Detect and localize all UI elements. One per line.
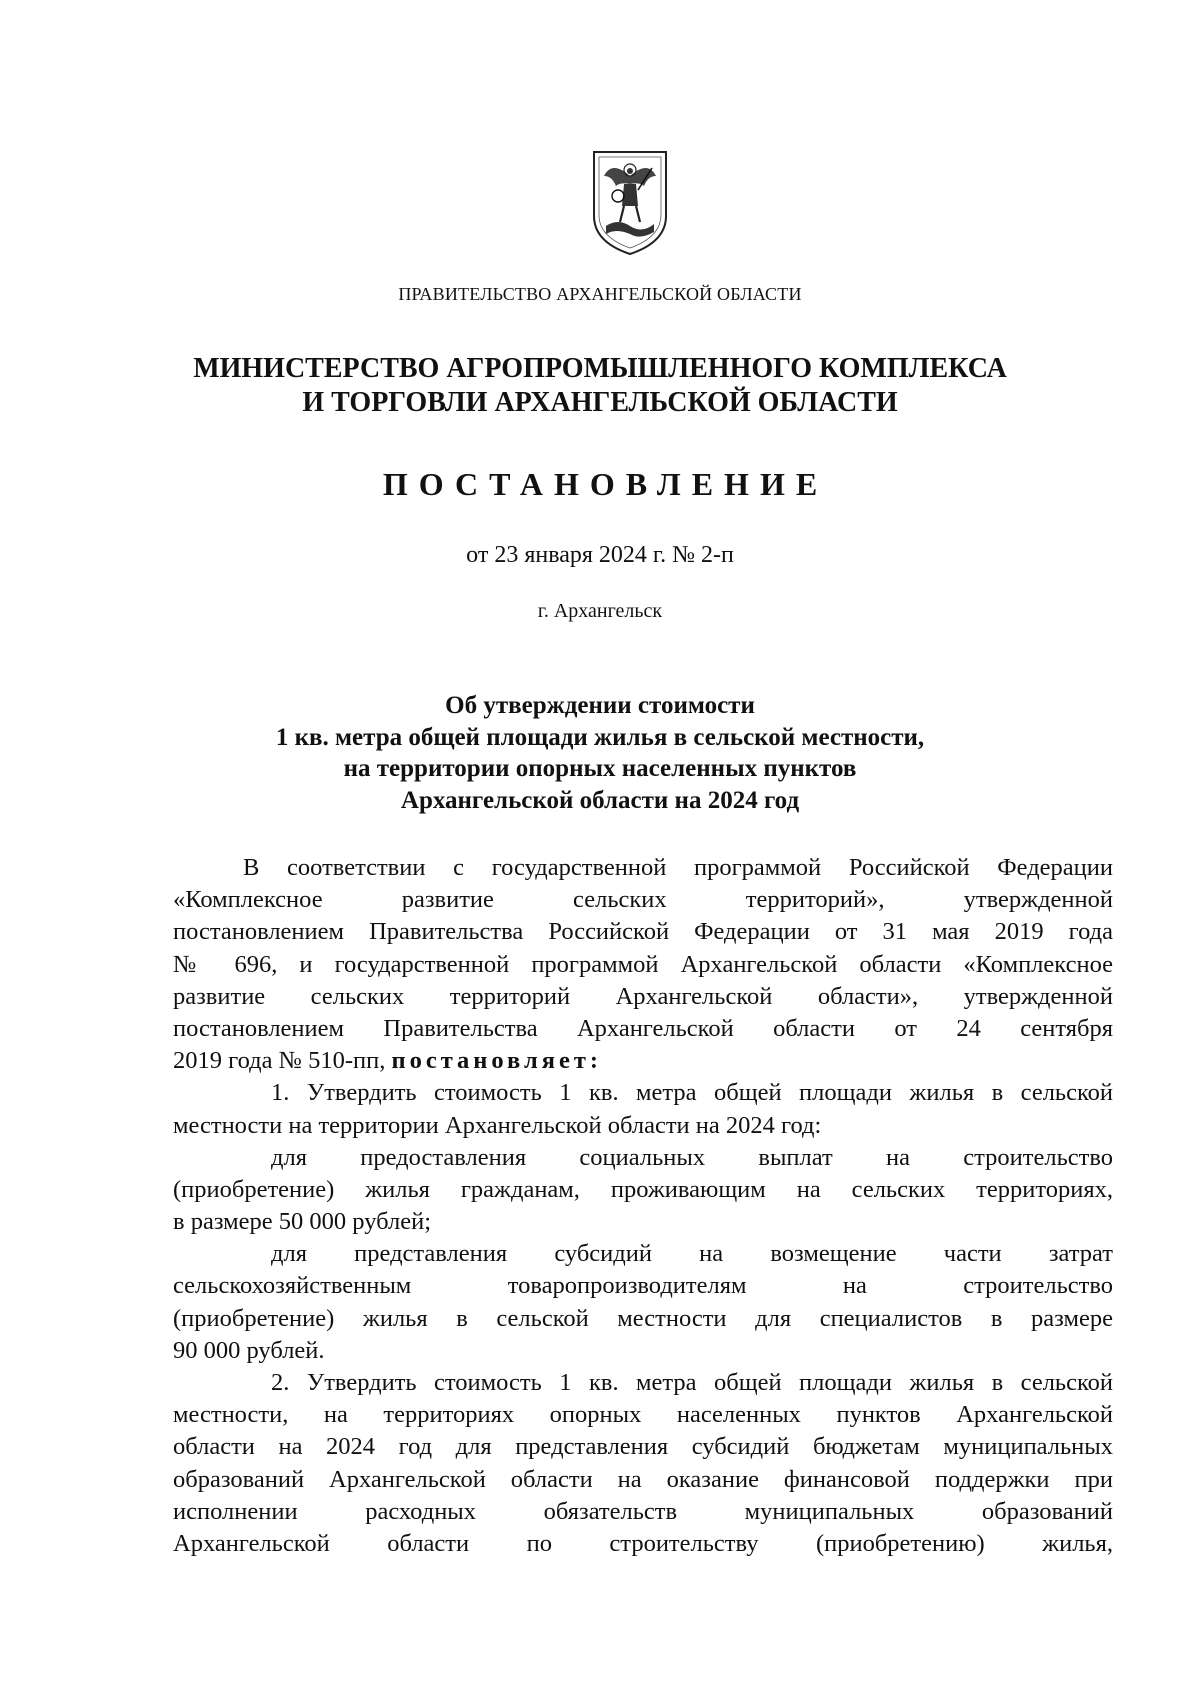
subject-line: 1 кв. метра общей площади жилья в сельской местности, [275, 723, 925, 751]
subject-line: Архангельской области на 2024 год [400, 786, 800, 814]
text-line: исполнении расходных обязательств муниципальных образований [173, 1497, 1113, 1525]
text-line: постановлением Правительства Российской Федерации от 31 мая 2019 года [173, 918, 1113, 946]
text-line: В соответствии с государственной программой Российской Федерации [243, 854, 1113, 881]
date-and-number: от 23 января 2024 г. № 2-п [466, 542, 734, 568]
text-line: 1. Утвердить стоимость 1 кв. метра общей площади жилья в сельской [271, 1079, 1113, 1107]
text-line: «Комплексное развитие сельских территорий», утвержденной [173, 886, 1113, 914]
coat-of-arms-icon [590, 146, 670, 258]
document-subject [0, 690, 1200, 816]
government-name: ПРАВИТЕЛЬСТВО АРХАНГЕЛЬСКОЙ ОБЛАСТИ [398, 284, 802, 304]
text-line: 2. Утвердить стоимость 1 кв. метра общей площади жилья в сельской [271, 1369, 1113, 1396]
ministry-line: И ТОРГОВЛИ АРХАНГЕЛЬСКОЙ ОБЛАСТИ [302, 387, 898, 418]
text-line: области на 2024 год для представления субсидий бюджетам муниципальных [173, 1433, 1113, 1461]
text-line: развитие сельских территорий Архангельской области», утвержденной [173, 982, 1113, 1010]
city: г. Архангельск [537, 600, 663, 622]
text-line: (приобретение) жилья в сельской местности для специалистов в размере [173, 1304, 1113, 1332]
resolution-word: постановляет: [391, 1047, 603, 1075]
text-line: местности, на территориях опорных населенных пунктов Архангельской [173, 1401, 1113, 1429]
text-line: Архангельской области по строительству (приобретению) жилья, [173, 1529, 1113, 1557]
text-line: для предоставления социальных выплат на строительство [271, 1143, 1113, 1171]
text-line: для представления субсидий на возмещение части затрат [271, 1240, 1113, 1268]
text-line: в размере 50 000 рублей; [173, 1208, 432, 1236]
ministry-name [0, 352, 1200, 420]
text-line [173, 1045, 1113, 1077]
text-line: № 696, и государственной программой Архангельской области «Комплексное [173, 950, 1113, 978]
subject-line: Об утверждении стоимости [445, 692, 755, 719]
document-type: ПОСТАНОВЛЕНИЕ [382, 466, 829, 502]
text-line: 90 000 рублей. [173, 1336, 325, 1364]
ministry-line: МИНИСТЕРСТВО АГРОПРОМЫШЛЕННОГО КОМПЛЕКСА [193, 353, 1007, 384]
subject-line: на территории опорных населенных пунктов [343, 755, 857, 782]
text-line: образований Архангельской области на оказание финансовой поддержки при [173, 1465, 1113, 1493]
text-fragment: 2019 года № 510-пп, [173, 1047, 386, 1075]
document-body [173, 852, 1113, 1560]
text-line: (приобретение) жилья гражданам, проживающим на сельских территориях, [173, 1175, 1113, 1203]
text-line: постановлением Правительства Архангельской области от 24 сентября [173, 1014, 1113, 1042]
text-line: местности на территории Архангельской области на 2024 год: [173, 1111, 822, 1139]
text-line: сельскохозяйственным товаропроизводителям на строительство [173, 1272, 1113, 1300]
